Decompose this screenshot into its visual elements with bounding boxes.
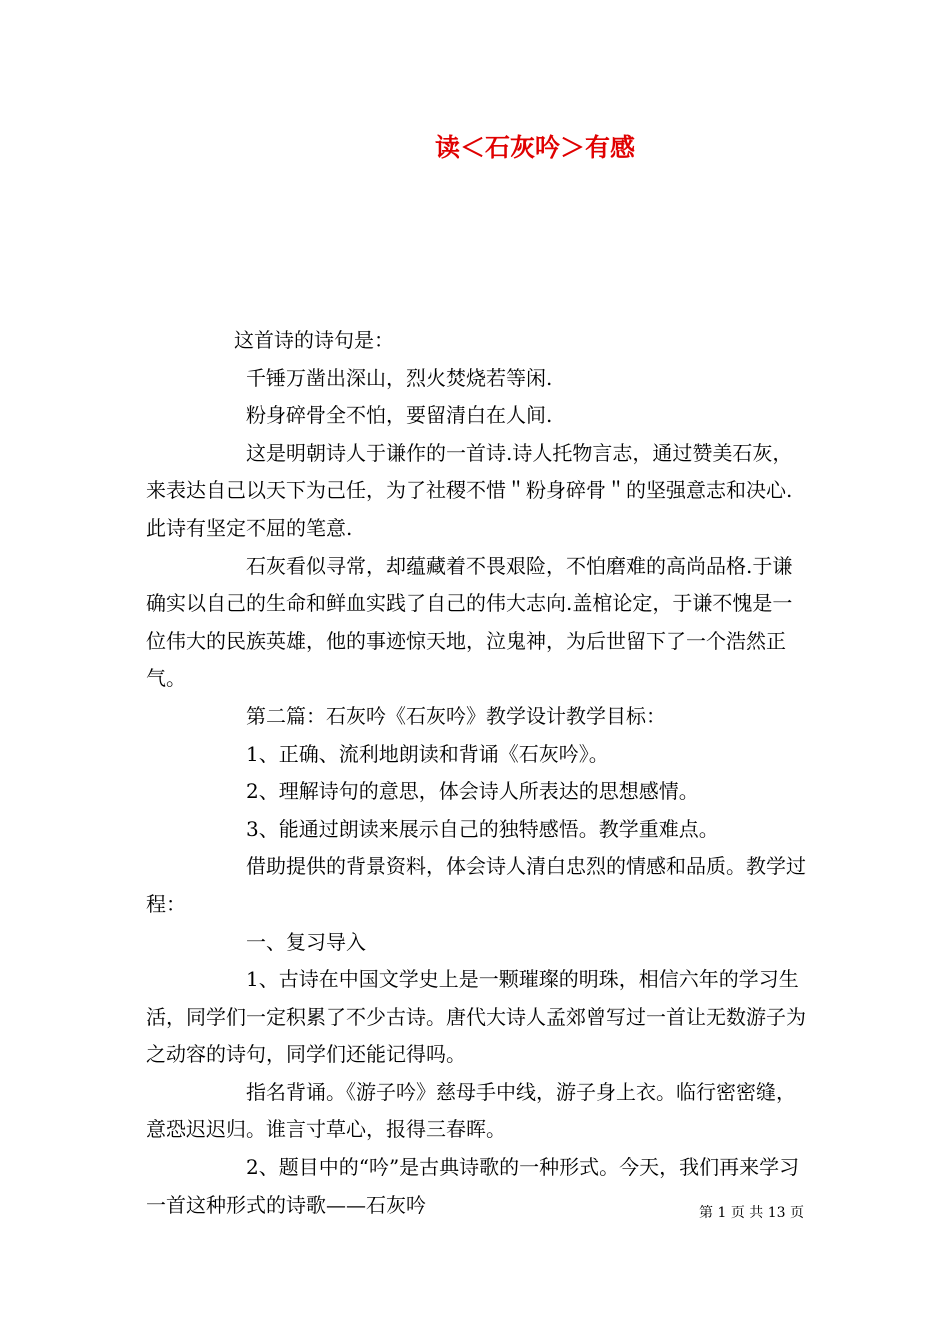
document-body <box>146 322 808 1224</box>
paragraph: 1、古诗在中国文学史上是一颗璀璨的明珠，相信六年的学习生活，同学们一定积累了不少古诗。唐代大诗人孟郊曾写过一首让无数游子为之动容的诗句，同学们还能记得吗。 <box>146 967 806 1067</box>
paragraph: 这是明朝诗人于谦作的一首诗.诗人托物言志，通过赞美石灰，来表达自己以天下为己任，为了社稷不惜＂粉身碎骨＂的坚强意志和决心.此诗有坚定不屈的笔意. <box>146 440 793 540</box>
paragraph: 借助提供的背景资料，体会诗人清白忠烈的情感和品质。教学过程： <box>146 854 806 916</box>
poem-line: 千锤万凿出深山，烈火焚烧若等闲. <box>246 365 553 390</box>
section-heading: 一、复习导入 <box>246 929 366 954</box>
poem-line: 粉身碎骨全不怕，要留清白在人间. <box>246 403 553 428</box>
document-title: 读＜石灰吟＞有感 <box>434 133 635 162</box>
list-item: 2、理解诗句的意思，体会诗人所表达的思想感情。 <box>246 779 699 804</box>
paragraph: 石灰看似寻常，却蕴藏着不畏艰险，不怕磨难的高尚品格.于谦确实以自己的生命和鲜血实践了自己的伟大志向.盖棺论定，于谦不愧是一位伟大的民族英雄，他的事迹惊天地，泣鬼神，为后世留下了一个浩然正气。 <box>146 553 793 691</box>
page-number: 第 1 页 共 13 页 <box>699 1205 804 1221</box>
section-heading: 第二篇：石灰吟《石灰吟》教学设计教学目标： <box>246 703 666 728</box>
paragraph: 指名背诵。《游子吟》慈母手中线，游子身上衣。临行密密缝，意恐迟迟归。谁言寸草心，报得三春晖。 <box>146 1079 796 1142</box>
list-item: 3、能通过朗读来展示自己的独特感悟。教学重难点。 <box>246 816 719 841</box>
list-item: 1、正确、流利地朗读和背诵《石灰吟》。 <box>246 741 609 766</box>
paragraph: 这首诗的诗句是： <box>234 328 394 352</box>
paragraph: 2、题目中的“吟”是古典诗歌的一种形式。今天，我们再来学习一首这种形式的诗歌——石灰吟 <box>146 1155 800 1217</box>
